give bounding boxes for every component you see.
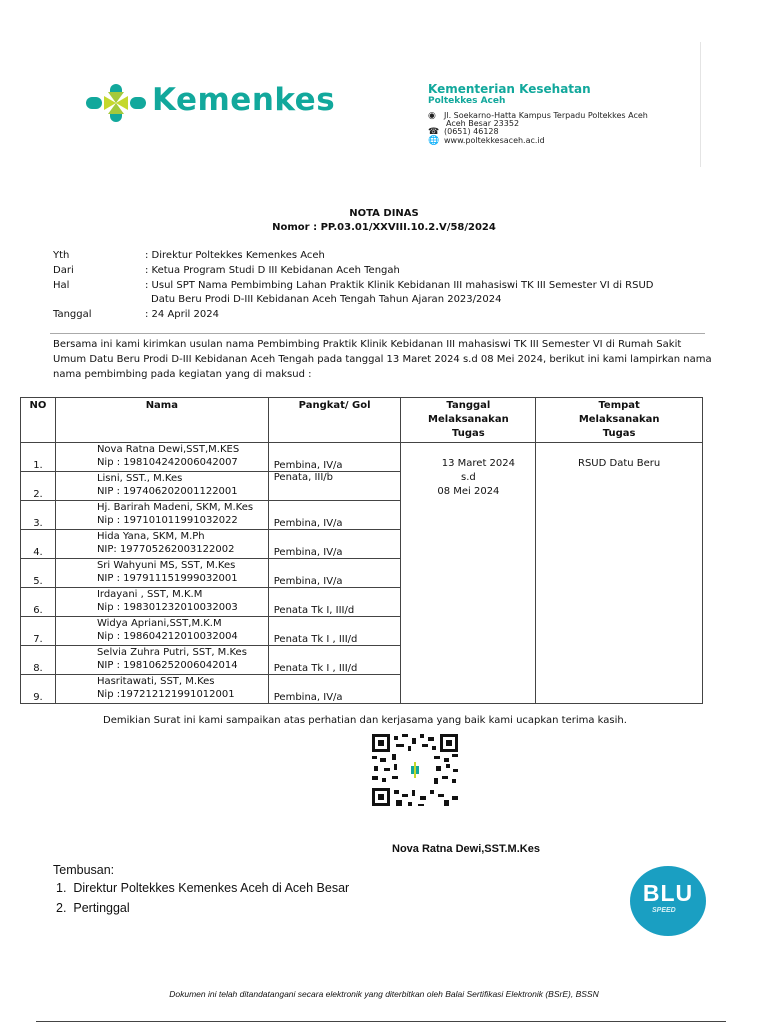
row-name: Nova Ratna Dewi,SST,M.KES Nip : 198104242006042007	[55, 443, 268, 472]
address-line: ◉ Jl. Soekarno-Hatta Kampus Terpadu Poltekkes Aceh	[428, 111, 648, 121]
row-no: 3.	[21, 501, 56, 530]
row-gol: Pembina, IV/a	[268, 675, 401, 704]
document-title: NOTA DINAS	[349, 208, 419, 219]
header-tanggal	[401, 398, 536, 443]
yth-value: : Direktur Poltekkes Kemenkes Aceh	[145, 250, 325, 261]
speed-logo-text: SPEED	[652, 907, 676, 914]
tembusan-item: 2. Pertinggal	[56, 901, 130, 915]
header-tanggal-line3: Tugas	[452, 428, 485, 439]
period-cell: 13 Maret 2024 s.d 08 Mei 2024	[401, 443, 536, 704]
row-no: 9.	[21, 675, 56, 704]
header-divider	[700, 42, 701, 167]
closing-text: Demikian Surat ini kami sampaikan atas perhatian dan kerjasama yang baik kami ucapkan terima kasih.	[103, 715, 627, 726]
esign-footer-note: Dokumen ini telah ditandatangani secara elektronik yang diterbitkan oleh Balai Sertifikasi Elektronik (BSrE), BSSN	[169, 989, 599, 999]
footer-rule	[36, 1021, 726, 1022]
supervisor-table	[20, 397, 703, 704]
tembusan-item: 1. Direktur Poltekkes Kemenkes Aceh di Aceh Besar	[56, 881, 350, 895]
tanggal-value: : 24 April 2024	[145, 309, 219, 320]
qr-code-icon	[372, 734, 458, 806]
header-tempat-line1: Tempat	[598, 400, 640, 411]
address-line-2: Aceh Besar 23352	[446, 119, 520, 128]
row-gol: Penata Tk I, III/d	[268, 588, 401, 617]
location-pin-icon: ◉	[428, 111, 436, 121]
globe-icon: 🌐	[428, 136, 440, 146]
row-name: Hj. Barirah Madeni, SKM, M.Kes Nip : 197101011991032022	[55, 501, 268, 530]
section-divider	[50, 333, 705, 334]
header-tempat	[536, 398, 703, 443]
phone-line: ☎ (0651) 46128	[428, 127, 499, 137]
row-name: Hasritawati, SST, M.Kes Nip :197212121991012001	[55, 675, 268, 704]
tembusan-title: Tembusan:	[53, 863, 115, 877]
row-gol: Pembina, IV/a	[268, 501, 401, 530]
row-gol: Penata, III/b	[268, 472, 401, 501]
row-no: 4.	[21, 530, 56, 559]
header-tanggal-line1: Tanggal	[446, 400, 491, 411]
tanggal-label: Tanggal	[53, 309, 92, 320]
dari-value: : Ketua Program Studi D III Kebidanan Aceh Tengah	[145, 265, 400, 276]
body-paragraph: Bersama ini kami kirimkan usulan nama Pembimbing Praktik Klinik Kebidanan III mahasiswi TK III Semester VI di Rumah Sakit Umum Datu Beru Prodi D-III Kebidanan Aceh Tengah pada tanggal 13 Maret 2024 s.d 08 Mei 2024, berikut ini kami lampirkan nama nama pembimbing pada kegiatan yang di maksud :	[53, 339, 712, 380]
document-number: Nomor : PP.03.01/XXVIII.10.2.V/58/2024	[272, 222, 496, 233]
blu-speed-logo	[630, 866, 706, 936]
dari-label: Dari	[53, 265, 74, 276]
logo-wordmark: Kemenkes	[152, 82, 336, 118]
header-tanggal-line2: Melaksanakan	[428, 414, 509, 425]
kemenkes-logo-icon	[86, 84, 146, 122]
row-name: Selvia Zuhra Putri, SST, M.Kes NIP : 198106252006042014	[55, 646, 268, 675]
signer-name: Nova Ratna Dewi,SST.M.Kes	[392, 843, 540, 855]
row-no: 6.	[21, 588, 56, 617]
header-pangkat: Pangkat/ Gol	[268, 398, 401, 443]
row-gol: Pembina, IV/a	[268, 559, 401, 588]
row-no: 8.	[21, 646, 56, 675]
header-nama: Nama	[55, 398, 268, 443]
table-row	[21, 443, 703, 472]
row-no: 5.	[21, 559, 56, 588]
hal-label: Hal	[53, 280, 70, 291]
hal-value-cont: Datu Beru Prodi D-III Kebidanan Aceh Tengah Tahun Ajaran 2023/2024	[151, 294, 502, 305]
row-name: Widya Apriani,SST,M.K.M Nip : 198604212010032004	[55, 617, 268, 646]
row-name: Lisni, SST., M.Kes NIP : 197406202001122001	[55, 472, 268, 501]
place-cell: RSUD Datu Beru	[536, 443, 703, 704]
header-no: NO	[21, 398, 56, 443]
row-name: Irdayani , SST, M.K.M Nip : 198301232010032003	[55, 588, 268, 617]
website-line: 🌐 www.poltekkesaceh.ac.id	[428, 136, 545, 146]
yth-label: Yth	[53, 250, 70, 261]
phone-icon: ☎	[428, 127, 440, 137]
table-header-row	[21, 398, 703, 443]
ministry-name: Kementerian Kesehatan	[428, 82, 591, 96]
row-name: Hida Yana, SKM, M.Ph NIP: 197705262003122002	[55, 530, 268, 559]
row-gol: Pembina, IV/a	[268, 443, 401, 472]
header-tempat-line3: Tugas	[602, 428, 636, 439]
hal-value: : Usul SPT Nama Pembimbing Lahan Praktik Klinik Kebidanan III mahasiswi TK III Semester VI di RSUD	[145, 280, 654, 291]
header-tempat-line2: Melaksanakan	[578, 414, 660, 425]
row-gol: Pembina, IV/a	[268, 530, 401, 559]
row-gol: Penata Tk I , III/d	[268, 646, 401, 675]
row-gol: Penata Tk I , III/d	[268, 617, 401, 646]
institution-name: Poltekkes Aceh	[428, 96, 506, 106]
blu-logo-text: BLU	[642, 880, 694, 906]
row-no: 2.	[21, 472, 56, 501]
row-no: 7.	[21, 617, 56, 646]
row-name: Sri Wahyuni MS, SST, M.Kes NIP : 197911151999032001	[55, 559, 268, 588]
row-no: 1.	[21, 443, 56, 472]
